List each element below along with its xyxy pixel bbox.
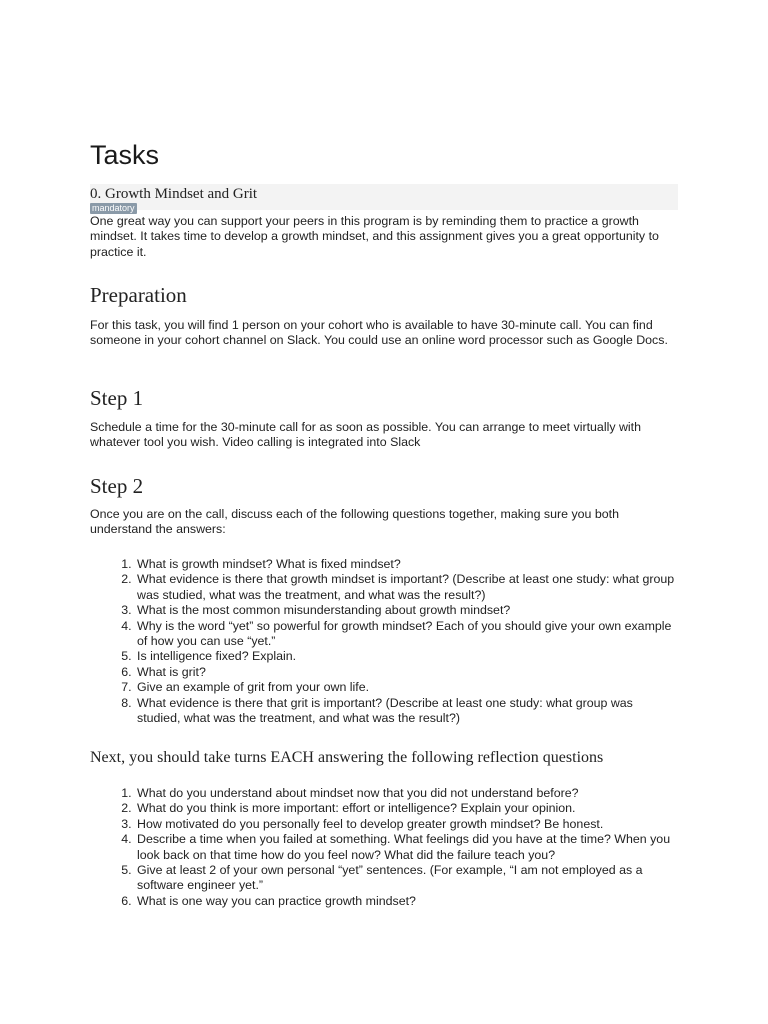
- reflection-heading: Next, you should take turns EACH answering the following reflection questions: [90, 749, 604, 766]
- step2-heading: Step 2: [90, 474, 144, 498]
- list-item: 1. What is growth mindset? What is fixed mindset?: [135, 557, 678, 572]
- list-item: 1. What do you understand about mindset now that you did not understand before?: [135, 786, 678, 801]
- list-item: 4. Why is the word “yet” so powerful for growth mindset? Each of you should give your own example of how you can use “yet.”: [135, 619, 678, 650]
- step1-text: Schedule a time for the 30-minute call for as soon as possible. You can arrange to meet virtually with whatever tool you wish. Video calling is integrated into Slack: [90, 420, 641, 450]
- task-header: [90, 184, 678, 210]
- reflection-question-list: [90, 786, 678, 909]
- list-item: 2. What evidence is there that growth mindset is important? (Describe at least one study: what group was studied, what was the treatment, and what was the result?): [135, 572, 678, 603]
- list-item: 2. What do you think is more important: effort or intelligence? Explain your opinion.: [135, 801, 678, 816]
- preparation-text: For this task, you will find 1 person on your cohort who is available to have 30-minute call. You can find someone in your cohort channel on Slack. You could use an online word processor such as Google Docs.: [90, 318, 668, 348]
- mandatory-badge: mandatory: [92, 203, 135, 213]
- list-item: 4. Describe a time when you failed at something. What feelings did you have at the time? When you look back on that time how do you feel now? What did the failure teach you?: [135, 832, 678, 863]
- list-item: 8. What evidence is there that grit is important? (Describe at least one study: what group was studied, what was the treatment, and what was the result?): [135, 696, 678, 727]
- list-item: 3. What is the most common misunderstanding about growth mindset?: [135, 603, 678, 618]
- step2-text: Once you are on the call, discuss each of the following questions together, making sure you both understand the answers:: [90, 507, 619, 537]
- task-title: 0. Growth Mindset and Grit: [90, 186, 258, 202]
- list-item: 7. Give an example of grit from your own life.: [135, 680, 678, 695]
- task-intro: One great way you can support your peers in this program is by reminding them to practice a growth mindset. It takes time to develop a growth mindset, and this assignment gives you a great opportunity to practice it.: [90, 214, 659, 259]
- list-item: 3. How motivated do you personally feel to develop greater growth mindset? Be honest.: [135, 817, 678, 832]
- page-title: Tasks: [90, 140, 160, 170]
- list-item: 5. Is intelligence fixed? Explain.: [135, 649, 678, 664]
- step1-heading: Step 1: [90, 386, 144, 410]
- preparation-heading: Preparation: [90, 283, 187, 307]
- list-item: 6. What is grit?: [135, 665, 678, 680]
- step2-question-list: [90, 557, 678, 726]
- list-item: 5. Give at least 2 of your own personal “yet” sentences. (For example, “I am not employed as a software engineer yet.”: [135, 863, 678, 894]
- list-item: 6. What is one way you can practice growth mindset?: [135, 894, 678, 909]
